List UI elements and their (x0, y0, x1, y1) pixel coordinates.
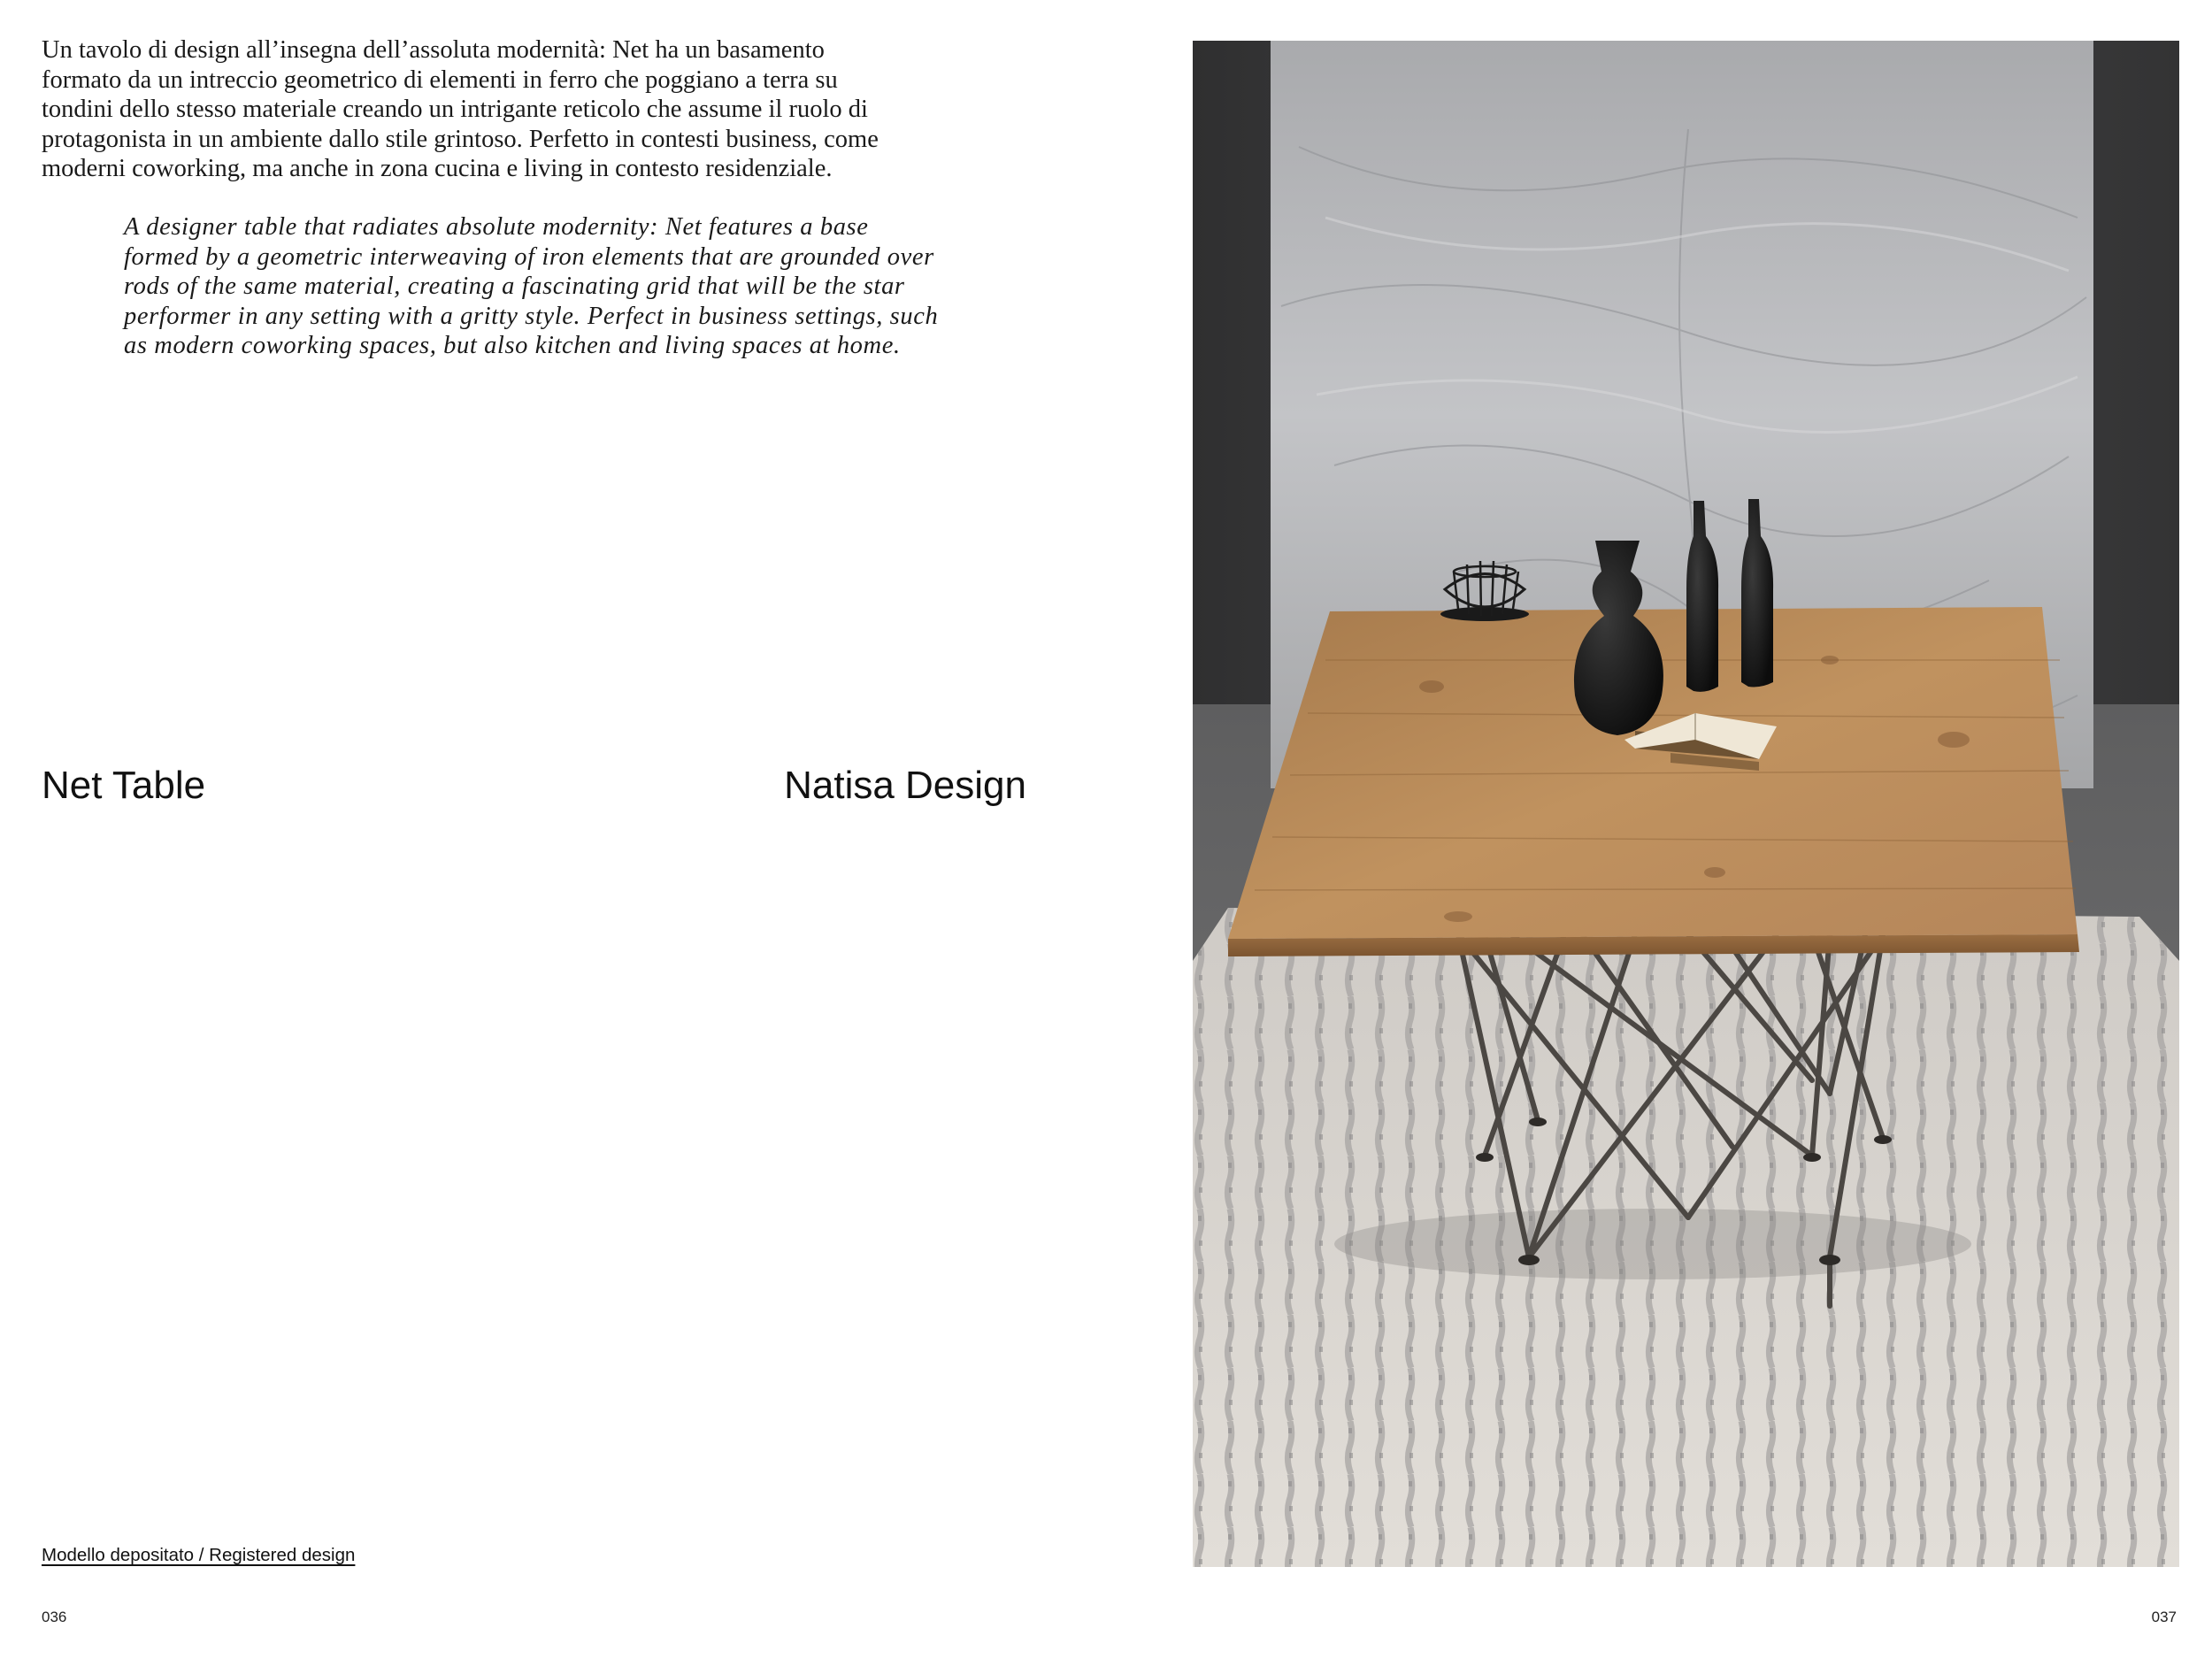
english-line: as modern coworking spaces, but also kitchen and living spaces at home. (124, 332, 901, 359)
english-line: formed by a geometric interweaving of iron elements that are grounded over (124, 242, 934, 271)
designer-name: Natisa Design (784, 764, 1026, 807)
page-number-right: 037 (2151, 1609, 2177, 1625)
english-description (124, 212, 1044, 361)
english-line: A designer table that radiates absolute modernity: Net features a base (124, 213, 869, 241)
italian-line: Un tavolo di design all’insegna dell’assoluta modernità: Net ha un basamento (42, 36, 825, 64)
italian-line: moderni coworking, ma anche in zona cucina e living in contesto residenziale. (42, 155, 833, 182)
english-line: performer in any setting with a gritty style. Perfect in business settings, such (124, 302, 939, 330)
product-photo (1193, 41, 2179, 1567)
italian-line: protagonista in un ambiente dallo stile grintoso. Perfetto in contesti business, come (42, 125, 879, 153)
english-line: rods of the same material, creating a fascinating grid that will be the star (124, 273, 905, 300)
italian-description (42, 35, 1050, 184)
product-name: Net Table (42, 764, 206, 807)
table-scene-image (1193, 41, 2179, 1567)
registered-design-link[interactable]: Modello depositato / Registered design (42, 1545, 356, 1565)
italian-line: tondini dello stesso materiale creando un intrigante reticolo che assume il ruolo di (42, 96, 868, 123)
page-number-left: 036 (42, 1609, 67, 1625)
italian-line: formato da un intreccio geometrico di elementi in ferro che poggiano a terra su (42, 65, 838, 94)
